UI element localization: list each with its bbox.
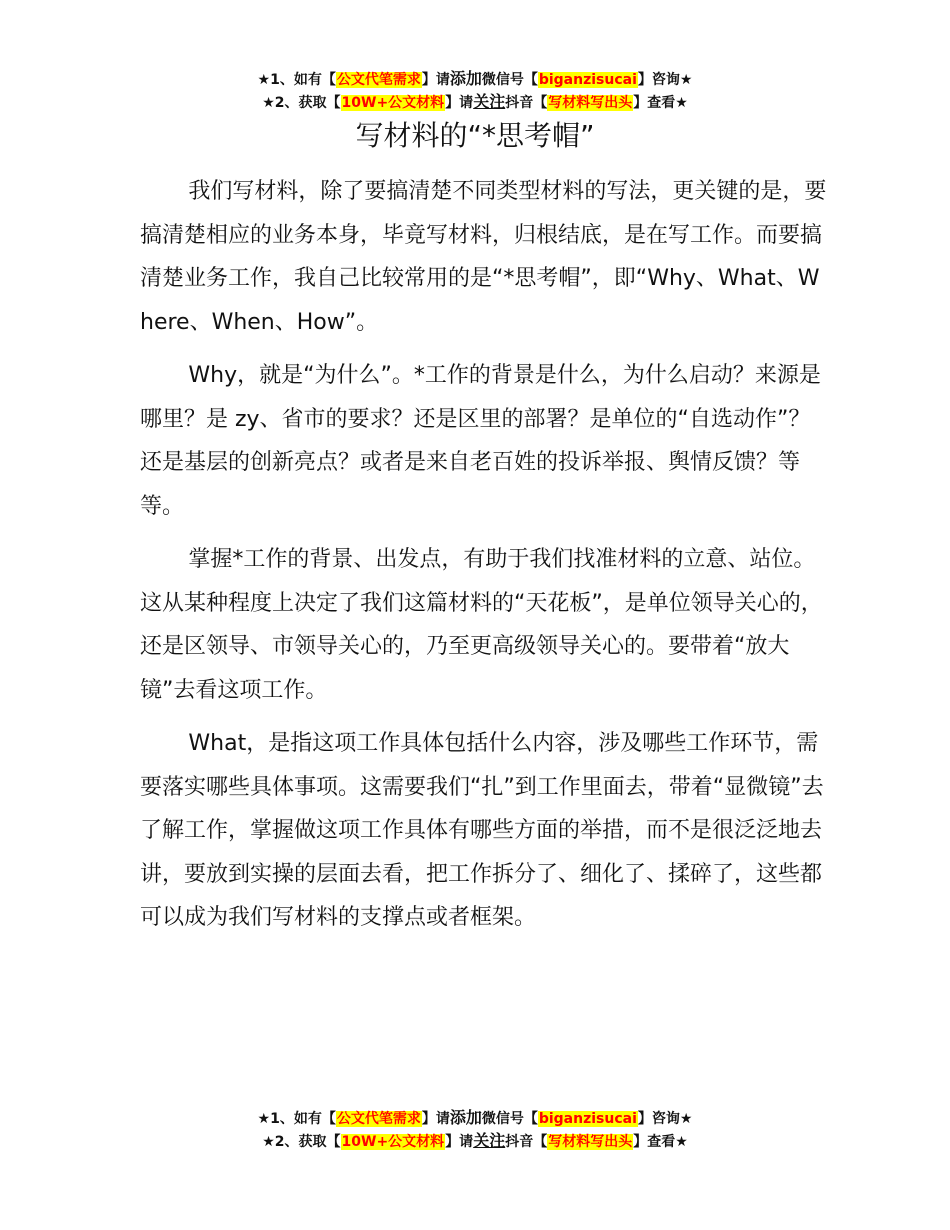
highlight-douyin-account: 写材料写出头 bbox=[548, 95, 633, 111]
star-icon: ★ bbox=[679, 72, 693, 88]
banner-text: 添加 bbox=[449, 1108, 482, 1127]
star-icon: ★ bbox=[679, 1111, 693, 1127]
star-icon: ★ bbox=[675, 1134, 688, 1150]
paragraph: 我们写材料，除了要搞清楚不同类型材料的写法，更关键的是，要搞清楚相应的业务本身，毕竟写材料，归根结底，是在写工作。而要搞清楚业务工作，我自己比较常用的是“*思考帽”，即“Why、What、Where、When、How”。 bbox=[140, 179, 827, 335]
paragraph: Why，就是“为什么”。*工作的背景是什么，为什么启动？来源是哪里？是 zy、省市的要求？还是区里的部署？是单位的“自选动作”？还是基层的创新亮点？或者是来自老百姓的投诉举报、舆情反馈？等等。 bbox=[140, 363, 821, 519]
banner-text: 微信号【 bbox=[481, 1111, 538, 1127]
page-title: 写材料的“*思考帽” bbox=[355, 119, 595, 152]
paragraph: 掌握*工作的背景、出发点，有助于我们找准材料的立意、站位。这从某种程度上决定了我们这篇材料的“天花板”，是单位领导关心的，还是区领导、市领导关心的，乃至更高级领导关心的。要带着“放大镜”去看这项工作。 bbox=[140, 547, 823, 703]
paragraph: What，是指这项工作具体包括什么内容，涉及哪些工作环节，需要落实哪些具体事项。这需要我们“扎”到工作里面去，带着“显微镜”去了解工作，掌握做这项工作具体有哪些方面的举措，而不是很泛泛地去讲，要放到实操的层面去看，把工作拆分了、细化了、揉碎了，这些都可以成为我们写材料的支撑点或者框架。 bbox=[140, 731, 824, 930]
banner-text: 】请 bbox=[445, 1134, 474, 1150]
banner-text: 抖音【 bbox=[505, 95, 548, 111]
banner-text: 关注 bbox=[473, 1131, 506, 1150]
banner-text: 2、获取【 bbox=[274, 1134, 341, 1150]
footer-banner bbox=[0, 1107, 950, 1153]
banner-text: 添加 bbox=[449, 69, 482, 88]
star-icon: ★ bbox=[262, 95, 275, 111]
highlight-materials: 10W+公文材料 bbox=[341, 1134, 445, 1150]
banner-text: 关注 bbox=[473, 92, 506, 111]
banner-text: 1、如有【 bbox=[270, 72, 336, 88]
star-icon: ★ bbox=[675, 95, 688, 111]
highlight-wechat-id: biganzisucai bbox=[538, 1111, 637, 1127]
star-icon: ★ bbox=[257, 1111, 271, 1127]
banner-line-2 bbox=[0, 91, 950, 114]
banner-text: 】咨询 bbox=[637, 1111, 680, 1127]
banner-text: 抖音【 bbox=[505, 1134, 548, 1150]
banner-line-2 bbox=[0, 1130, 950, 1153]
header-banner bbox=[0, 68, 950, 114]
banner-text: 】请 bbox=[421, 72, 450, 88]
banner-text: 微信号【 bbox=[481, 72, 538, 88]
banner-text: 】请 bbox=[421, 1111, 450, 1127]
star-icon: ★ bbox=[262, 1134, 275, 1150]
banner-text: 】咨询 bbox=[637, 72, 680, 88]
banner-text: 1、如有【 bbox=[270, 1111, 336, 1127]
article-body bbox=[140, 170, 828, 950]
highlight-materials: 10W+公文材料 bbox=[341, 95, 445, 111]
star-icon: ★ bbox=[257, 72, 271, 88]
highlight-wechat-id: biganzisucai bbox=[538, 72, 637, 88]
banner-text: 】查看 bbox=[633, 95, 676, 111]
banner-line-1 bbox=[0, 1107, 950, 1130]
banner-text: 】查看 bbox=[633, 1134, 676, 1150]
banner-text: 2、获取【 bbox=[274, 95, 341, 111]
highlight-douyin-account: 写材料写出头 bbox=[548, 1134, 633, 1150]
banner-line-1 bbox=[0, 68, 950, 91]
highlight-service: 公文代笔需求 bbox=[336, 1111, 421, 1127]
highlight-service: 公文代笔需求 bbox=[336, 72, 421, 88]
banner-text: 】请 bbox=[445, 95, 474, 111]
